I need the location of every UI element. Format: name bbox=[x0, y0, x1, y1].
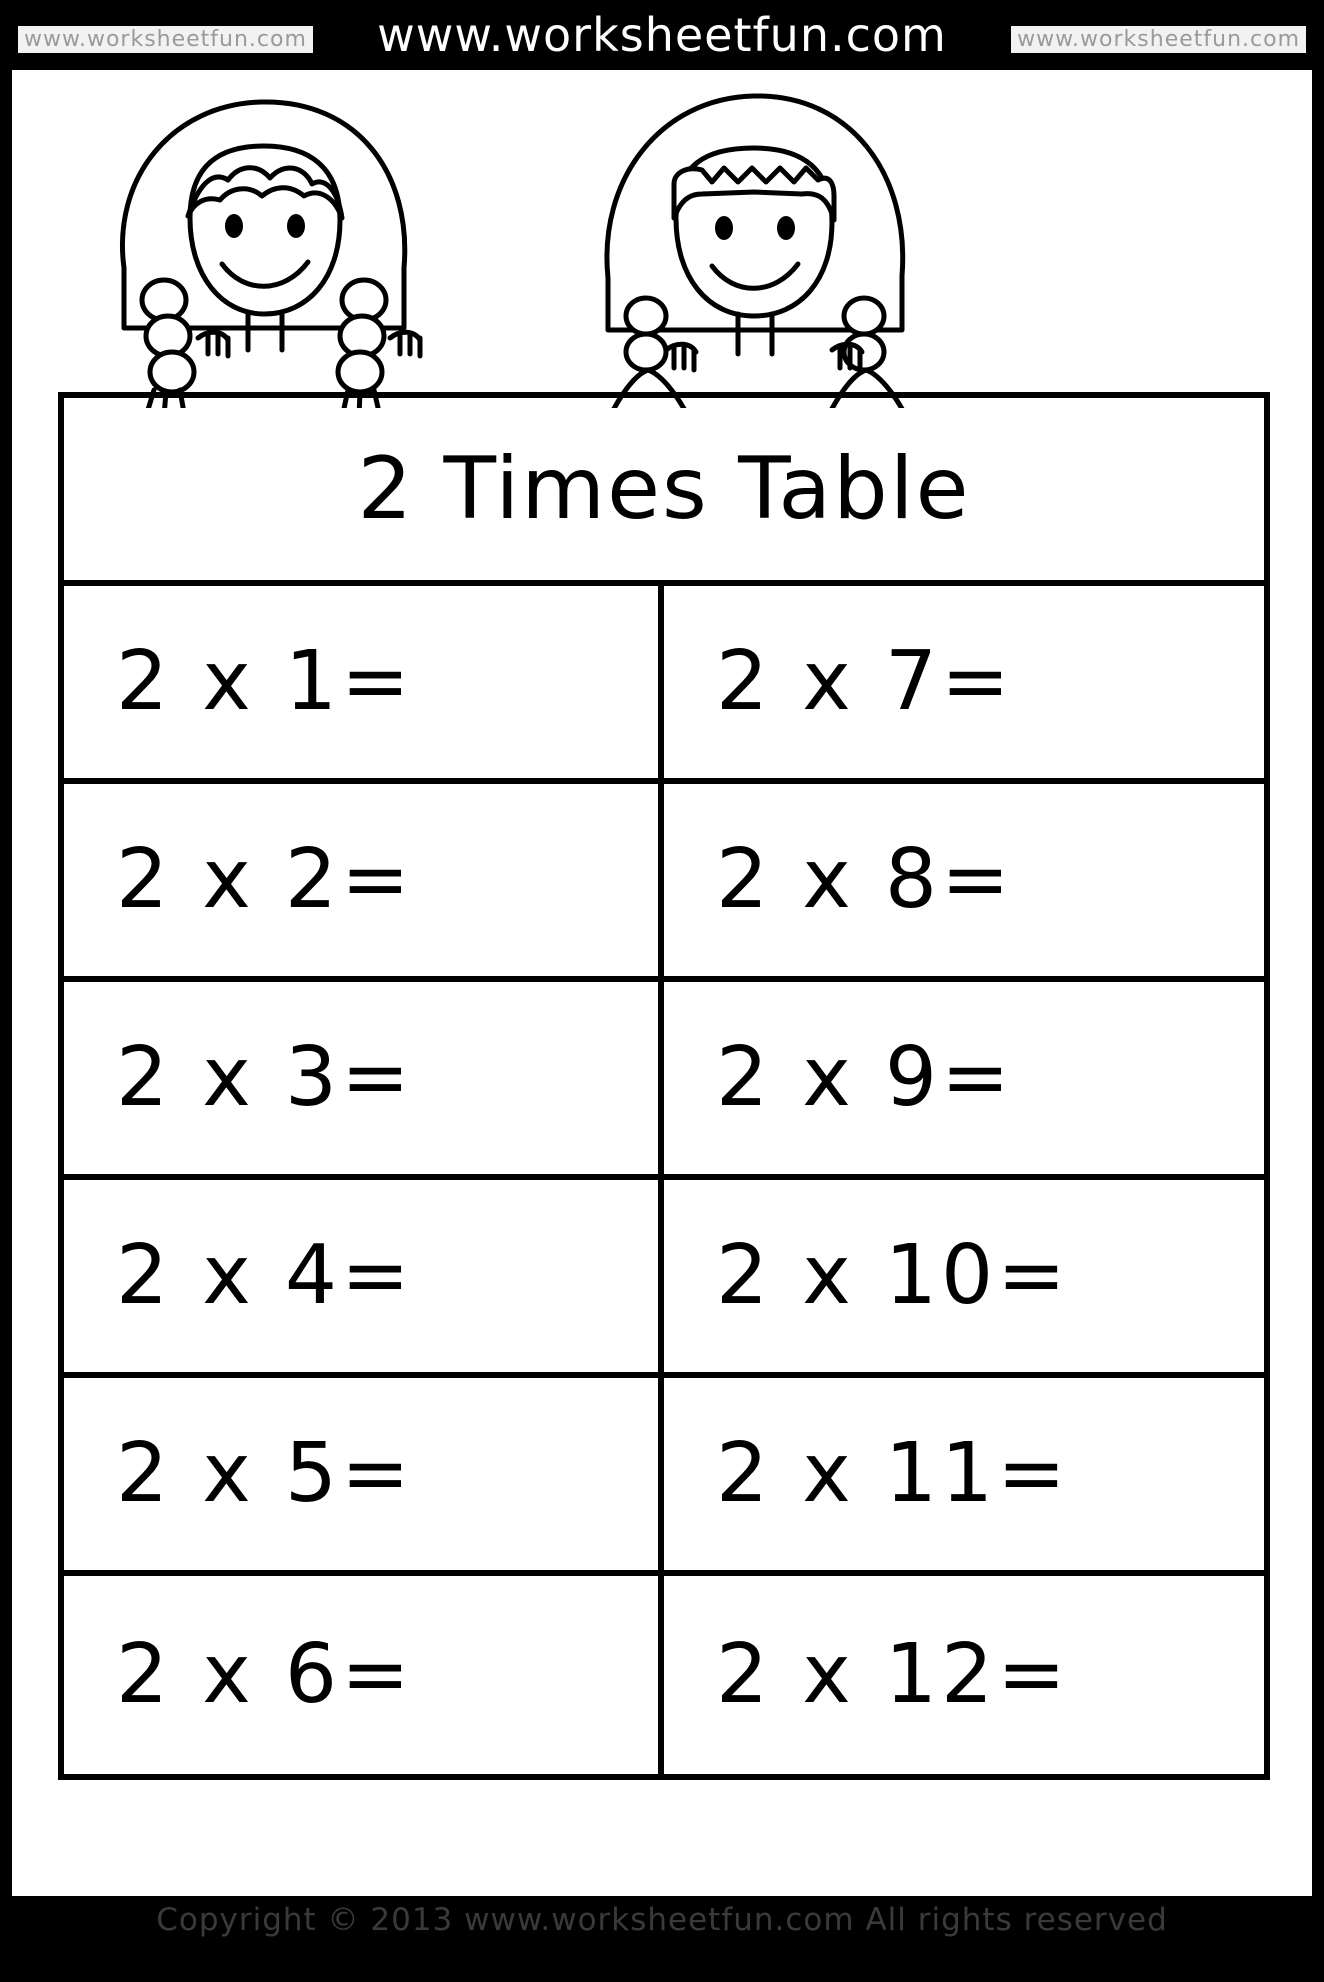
table-row[interactable] bbox=[664, 1180, 1264, 1378]
problem-text: 2 x 12= bbox=[716, 1627, 1070, 1722]
watermark-left: www.worksheetfun.com bbox=[18, 26, 313, 53]
table-row[interactable] bbox=[664, 1576, 1264, 1774]
problem-text: 2 x 10= bbox=[716, 1228, 1070, 1323]
watermark-band bbox=[12, 12, 1312, 70]
watermark-center: www.worksheetfun.com bbox=[377, 12, 947, 62]
watermark-right: www.worksheetfun.com bbox=[1011, 26, 1306, 53]
girl-with-pigtails-icon bbox=[607, 96, 908, 408]
problem-text: 2 x 1= bbox=[116, 634, 414, 729]
footer-band bbox=[12, 1896, 1312, 1970]
table-row[interactable] bbox=[64, 1378, 658, 1576]
girl-with-braids-icon bbox=[122, 102, 420, 408]
table-row[interactable] bbox=[664, 784, 1264, 982]
problem-text: 2 x 5= bbox=[116, 1426, 414, 1521]
problem-text: 2 x 9= bbox=[716, 1030, 1014, 1125]
table-row[interactable] bbox=[64, 784, 658, 982]
problem-text: 2 x 8= bbox=[716, 832, 1014, 927]
table-row[interactable] bbox=[664, 1378, 1264, 1576]
table-row[interactable] bbox=[64, 1576, 658, 1774]
problem-grid bbox=[64, 586, 1264, 1774]
kids-illustration bbox=[12, 68, 1312, 408]
problem-text: 2 x 2= bbox=[116, 832, 414, 927]
times-table bbox=[58, 392, 1270, 1780]
copyright-text: Copyright © 2013 www.worksheetfun.com All rights reserved bbox=[156, 1902, 1168, 1938]
table-row[interactable] bbox=[64, 982, 658, 1180]
page-title: 2 Times Table bbox=[357, 439, 971, 539]
worksheet-title-row bbox=[64, 398, 1264, 586]
left-column bbox=[64, 586, 664, 1774]
problem-text: 2 x 11= bbox=[716, 1426, 1070, 1521]
table-row[interactable] bbox=[664, 982, 1264, 1180]
problem-text: 2 x 7= bbox=[716, 634, 1014, 729]
problem-text: 2 x 6= bbox=[116, 1627, 414, 1722]
right-column bbox=[664, 586, 1264, 1774]
table-row[interactable] bbox=[64, 1180, 658, 1378]
problem-text: 2 x 3= bbox=[116, 1030, 414, 1125]
worksheet-sheet bbox=[12, 12, 1312, 1970]
table-row[interactable] bbox=[64, 586, 658, 784]
table-row[interactable] bbox=[664, 586, 1264, 784]
problem-text: 2 x 4= bbox=[116, 1228, 414, 1323]
